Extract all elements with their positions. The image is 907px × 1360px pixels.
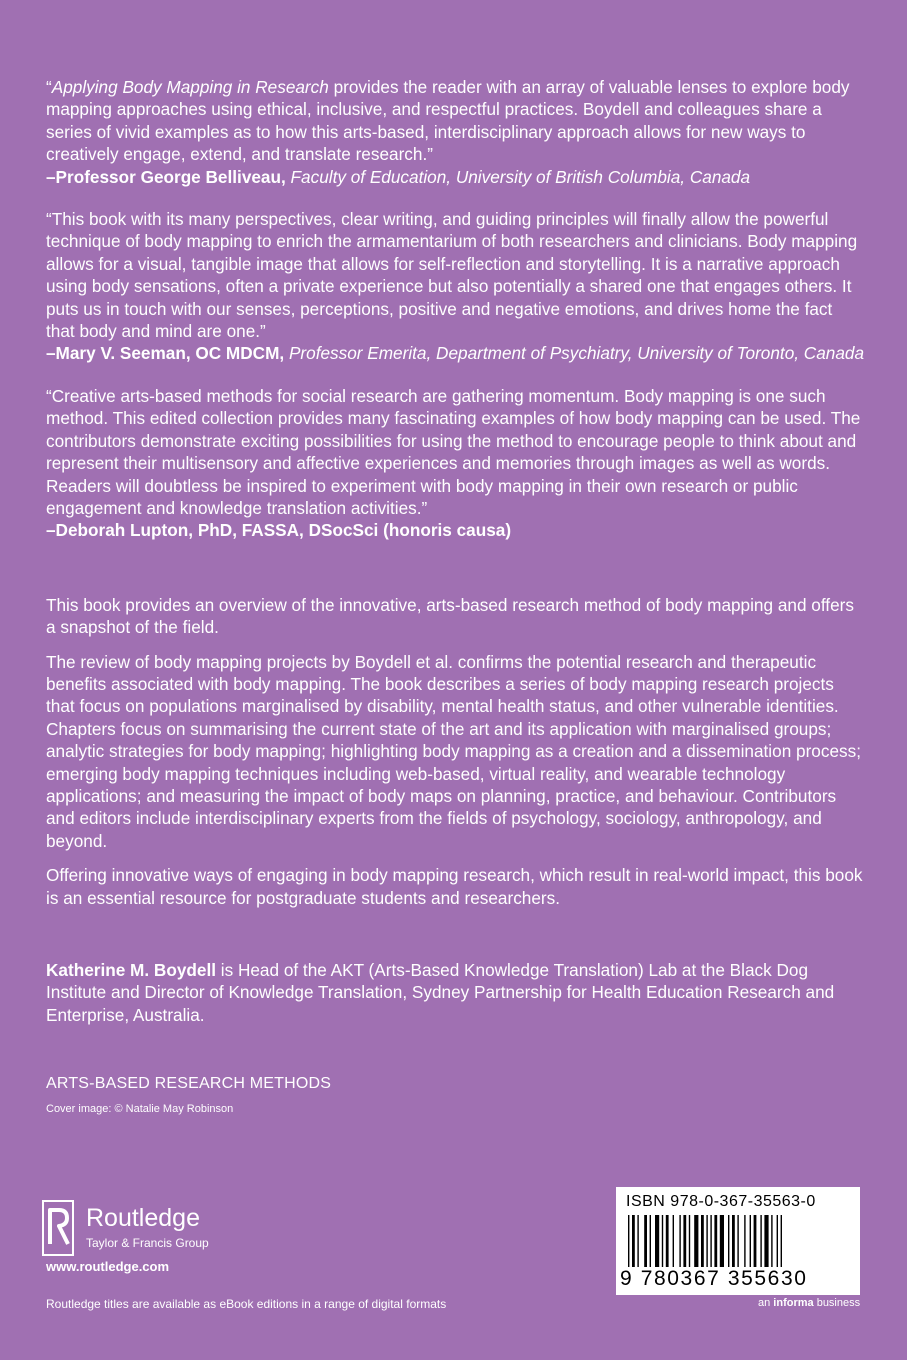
publisher-group: Taylor & Francis Group <box>86 1236 209 1250</box>
cover-image-credit: Cover image: © Natalie May Robinson <box>46 1103 234 1115</box>
publisher-logo <box>42 1200 242 1260</box>
author-bio <box>46 959 864 1026</box>
barcode-digits: 9 780367 355630 <box>620 1267 808 1290</box>
informa-business-note: an informa business <box>758 1297 861 1309</box>
isbn-barcode-panel <box>616 1187 860 1295</box>
routledge-r-logo-icon <box>42 1200 74 1256</box>
description-paragraph-3: Offering innovative ways of engaging in body mapping research, which result in real-world impact, this book is an essential resource for postgraduate students and researchers. <box>46 865 863 908</box>
ebook-note: Routledge titles are available as eBook editions in a range of digital formats <box>46 1297 447 1311</box>
book-title-italic: Applying Body Mapping in Research <box>51 77 329 97</box>
endorsement-3-attribution: –Deborah Lupton, PhD, FASSA, DSocSci (honoris causa) <box>46 520 512 541</box>
series-name: ARTS-BASED RESEARCH METHODS <box>46 1075 332 1092</box>
publisher-website-link[interactable]: www.routledge.com <box>46 1259 170 1274</box>
author-bio-text: is Head of the AKT (Arts-Based Knowledge Translation) Lab at the Black Dog Institute and Director of Knowledge Translation, Sydney Partnership for Health Education Research and Enterprise, Australia. <box>46 960 835 1025</box>
book-description <box>46 594 864 909</box>
main-text-column <box>46 76 864 1038</box>
endorsement-2 <box>46 208 864 365</box>
endorsement-2-text: “This book with its many perspectives, clear writing, and guiding principles will finally allow the powerful technique of body mapping to enrich the armamentarium of both researchers and clinicians. Body mapping allows for a visual, tangible image that allows for self-reflection and storytelling. It is a narrative approach using body sensations, often a private experience but also potentially a shared one that engages others. It puts us in touch with our senses, perceptions, positive and negative emotions, and drives home the fact that body and mind are one.” <box>46 209 858 342</box>
barcode-icon <box>626 1215 850 1269</box>
isbn-label: ISBN 978-0-367-35563-0 <box>626 1193 816 1210</box>
author-name: Katherine M. Boydell <box>46 960 216 980</box>
description-paragraph-1: This book provides an overview of the innovative, arts-based research method of body mapping and offers a snapshot of the field. <box>46 594 854 638</box>
endorsement-3-text: “Creative arts-based methods for social research are gathering momentum. Body mapping is one such method. This edited collection provides many fascinating examples of how body mapping can be used. The contributors demonstrate exciting possibilities for using the method to encourage people to think about and represent their multisensory and affective experiences and memories through images as well as words. Readers will doubtless be inspired to experiment with body mapping in their own research or public engagement and knowledge translation activities.” <box>46 385 861 518</box>
endorsement-1 <box>46 76 864 188</box>
endorsement-1-text: “Applying Body Mapping in Research provides the reader with an array of valuable lenses to explore body mapping approaches using ethical, inclusive, and respectful practices. Boydell and colleagues share a series of vivid examples as to how this arts-based, interdisciplinary approach allows for new ways to creatively engage, extend, and translate research.” <box>46 77 850 165</box>
endorsement-1-attribution: –Professor George Belliveau, Faculty of Education, University of British Columbia, Canada <box>46 166 751 187</box>
endorsement-3 <box>46 385 864 542</box>
endorsement-2-attribution: –Mary V. Seeman, OC MDCM, Professor Emerita, Department of Psychiatry, University of Toronto, Canada <box>46 343 865 364</box>
publisher-name: Routledge <box>86 1204 200 1232</box>
description-paragraph-2: The review of body mapping projects by Boydell et al. confirms the potential research and therapeutic benefits associated with body mapping. The book describes a series of body mapping research projects that focus on populations marginalised by disability, mental health status, and other vulnerable identities. Chapters focus on summarising the current state of the art and its application with marginalised groups; analytic strategies for body mapping; highlighting body mapping as a creation and a dissemination process; emerging body mapping techniques including web-based, virtual reality, and wearable technology applications; and measuring the impact of body maps on planning, practice, and behaviour. Contributors and editors include interdisciplinary experts from the fields of psychology, sociology, anthropology, and beyond. <box>46 651 861 851</box>
